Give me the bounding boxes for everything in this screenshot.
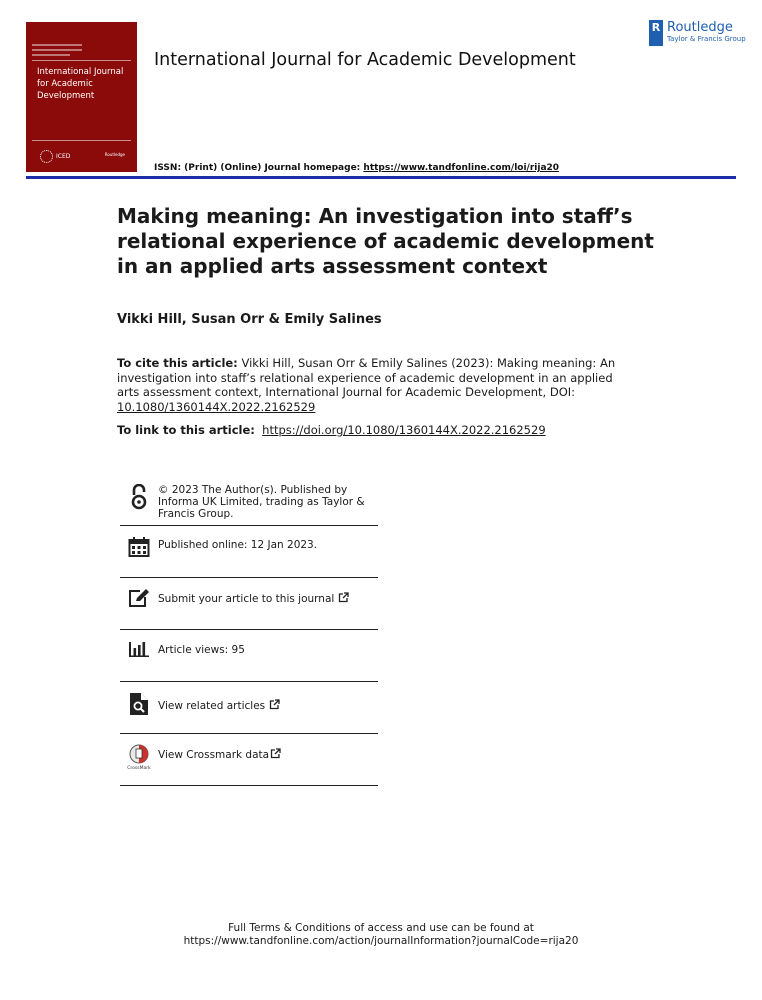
bar-chart-icon — [120, 640, 158, 658]
cite-text: Vikki Hill, Susan Orr & Emily Salines (2023): Making meaning: An investigation into staff’s relational experience of academic development in an applied arts assessment context, International Journal for Academic Development, DOI: — [117, 356, 616, 399]
crossmark-link[interactable]: View Crossmark data — [158, 749, 270, 761]
article-info-panel — [120, 484, 378, 786]
iced-logo-icon — [40, 150, 53, 163]
external-link-icon — [269, 699, 280, 713]
issn-text: ISSN: (Print) (Online) Journal homepage: — [154, 163, 364, 173]
footer-terms — [0, 922, 762, 948]
journal-title: International Journal for Academic Development — [154, 50, 576, 70]
routledge-r-icon: R — [649, 20, 663, 46]
crossmark-icon — [120, 744, 158, 770]
cover-title: International Journal for Academic Development — [37, 67, 124, 101]
calendar-icon — [120, 536, 158, 558]
journal-cover — [26, 22, 137, 172]
submit-row[interactable] — [120, 578, 378, 630]
issn-line — [154, 163, 559, 173]
cite-doi-link[interactable]: 10.1080/1360144X.2022.2162529 — [117, 399, 316, 414]
cover-society-logo: ICED — [40, 150, 70, 163]
publisher-group: Taylor & Francis Group — [667, 35, 746, 43]
footer-line-1: Full Terms & Conditions of access and use can be found at — [228, 922, 534, 934]
cover-rule-bottom — [32, 140, 131, 141]
cite-label: To cite this article: — [117, 356, 238, 370]
published-row — [120, 526, 378, 578]
publisher-logo — [649, 20, 746, 46]
submit-article-link[interactable]: Submit your article to this journal — [158, 593, 335, 605]
edit-icon — [120, 588, 158, 608]
link-label: To link to this article: — [117, 423, 255, 437]
published-date: Published online: 12 Jan 2023. — [158, 539, 318, 551]
external-link-icon — [338, 592, 349, 606]
license-text: © 2023 The Author(s). Published by Informa UK Limited, trading as Taylor & Francis Group. — [158, 484, 365, 520]
svg-text:CrossMark: CrossMark — [127, 766, 151, 770]
footer-terms-link[interactable]: https://www.tandfonline.com/action/journalInformation?journalCode=rija20 — [183, 935, 579, 947]
header-divider — [26, 176, 736, 179]
journal-homepage-link[interactable]: https://www.tandfonline.com/loi/rija20 — [363, 163, 560, 173]
cover-rule-top — [32, 60, 131, 61]
publisher-name: Routledge — [667, 20, 733, 35]
cover-publisher-logo: Routledge — [104, 152, 125, 157]
article-title: Making meaning: An investigation into staff’s relational experience of academic development in an applied arts assessment context — [117, 204, 654, 278]
citation-block — [117, 356, 617, 414]
related-articles-link[interactable]: View related articles — [158, 700, 266, 712]
article-doi-link[interactable]: https://doi.org/10.1080/1360144X.2022.2162529 — [262, 423, 546, 437]
crossmark-row[interactable] — [120, 734, 378, 786]
article-authors: Vikki Hill, Susan Orr & Emily Salines — [117, 312, 382, 327]
document-search-icon — [120, 692, 158, 716]
cover-small-print — [32, 44, 82, 59]
external-link-icon — [270, 748, 281, 762]
license-row — [120, 484, 378, 526]
open-access-icon — [120, 484, 158, 510]
related-row[interactable] — [120, 682, 378, 734]
article-views: Article views: 95 — [158, 644, 245, 656]
article-link-line — [117, 423, 546, 437]
views-row — [120, 630, 378, 682]
